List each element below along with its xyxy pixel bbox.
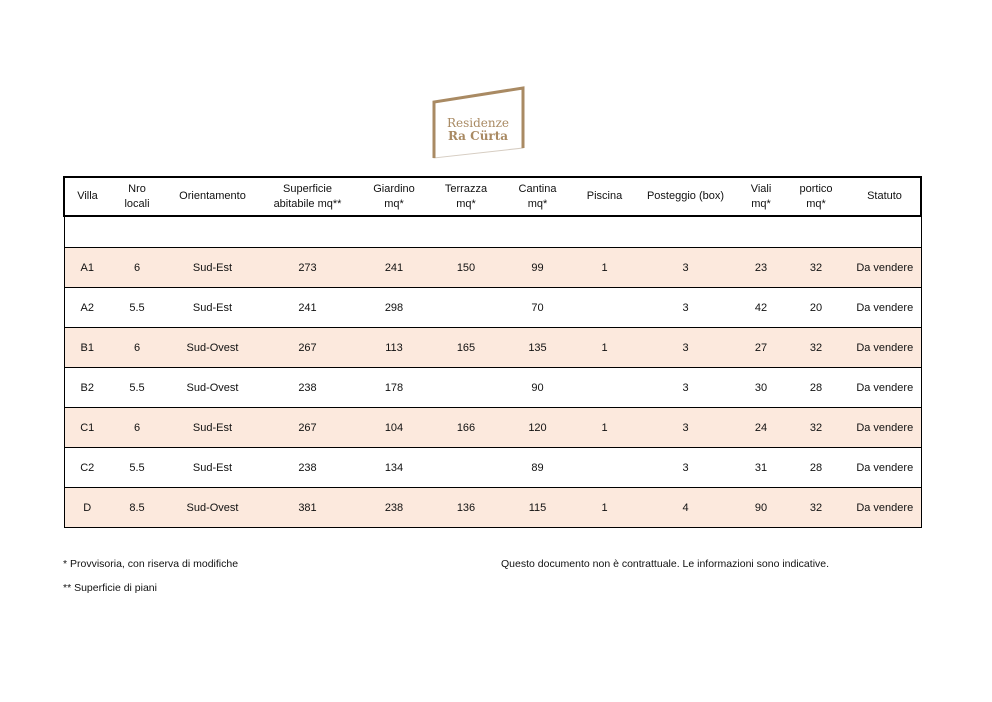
table-cell: 32 <box>783 408 849 448</box>
table-cell: 241 <box>261 288 354 328</box>
column-header-label: Cantina mq* <box>518 182 557 210</box>
column-header-label: Posteggio (box) <box>646 190 725 202</box>
table-cell <box>434 368 498 408</box>
table-cell: 298 <box>354 288 434 328</box>
table-cell: 3 <box>632 448 739 488</box>
table-cell: 3 <box>632 328 739 368</box>
table-cell: 23 <box>739 248 783 288</box>
table-cell: D <box>64 488 110 528</box>
column-header <box>577 177 632 216</box>
table-cell <box>577 368 632 408</box>
column-header <box>110 177 164 216</box>
table-cell: 31 <box>739 448 783 488</box>
column-header-label: Superficie abitabile mq** <box>273 182 342 210</box>
table-cell: 27 <box>739 328 783 368</box>
table-cell: 238 <box>261 368 354 408</box>
table-cell: C2 <box>64 448 110 488</box>
column-header <box>164 177 261 216</box>
table-cell: 178 <box>354 368 434 408</box>
column-header <box>434 177 498 216</box>
table-cell: Da vendere <box>849 408 921 448</box>
table-cell: B1 <box>64 328 110 368</box>
table-cell <box>577 288 632 328</box>
column-header <box>498 177 577 216</box>
column-header <box>354 177 434 216</box>
table-cell: Sud-Est <box>164 408 261 448</box>
table-cell: 381 <box>261 488 354 528</box>
table-cell: 165 <box>434 328 498 368</box>
table-cell: Sud-Ovest <box>164 328 261 368</box>
table-row <box>64 408 921 448</box>
table-cell <box>434 448 498 488</box>
table-cell: 238 <box>354 488 434 528</box>
table-cell: 30 <box>739 368 783 408</box>
table-cell: 42 <box>739 288 783 328</box>
table-cell: Sud-Ovest <box>164 488 261 528</box>
column-header-label: Giardino mq* <box>373 182 415 210</box>
table-cell: 267 <box>261 408 354 448</box>
table-cell: 32 <box>783 328 849 368</box>
column-header-label: Villa <box>77 190 98 202</box>
table-cell: 1 <box>577 408 632 448</box>
footnote-surface: ** Superficie di piani <box>63 582 157 594</box>
table-row <box>64 448 921 488</box>
column-header-label: Terrazza mq* <box>444 182 488 210</box>
table-spacer-row <box>64 216 921 248</box>
table-cell: 6 <box>110 328 164 368</box>
table-cell: 134 <box>354 448 434 488</box>
table-row <box>64 488 921 528</box>
table-cell: 238 <box>261 448 354 488</box>
table-cell: 28 <box>783 448 849 488</box>
table-cell: 32 <box>783 488 849 528</box>
column-header-label: Viali mq* <box>750 182 772 210</box>
table-cell: 6 <box>110 408 164 448</box>
table-cell: 115 <box>498 488 577 528</box>
table-cell: 5.5 <box>110 368 164 408</box>
table-cell: 135 <box>498 328 577 368</box>
table-cell: 136 <box>434 488 498 528</box>
table-cell: 113 <box>354 328 434 368</box>
table-cell: 8.5 <box>110 488 164 528</box>
table-cell: Da vendere <box>849 328 921 368</box>
column-header <box>783 177 849 216</box>
table-row <box>64 368 921 408</box>
table-cell: 32 <box>783 248 849 288</box>
column-header-label: Orientamento <box>179 190 246 202</box>
table-cell: 104 <box>354 408 434 448</box>
logo-line-1: Residenze <box>446 116 510 130</box>
column-header <box>64 177 110 216</box>
table-cell: Sud-Est <box>164 248 261 288</box>
table-cell: 166 <box>434 408 498 448</box>
brand-logo <box>428 84 528 162</box>
table-cell: A2 <box>64 288 110 328</box>
column-header <box>849 177 921 216</box>
table-cell: 3 <box>632 368 739 408</box>
table-cell: 90 <box>498 368 577 408</box>
table-cell: Da vendere <box>849 368 921 408</box>
table-cell: Sud-Est <box>164 448 261 488</box>
table-cell: 3 <box>632 248 739 288</box>
table-cell: 1 <box>577 248 632 288</box>
table-header-row <box>64 177 921 216</box>
table-cell: B2 <box>64 368 110 408</box>
table-row <box>64 288 921 328</box>
table-cell <box>577 448 632 488</box>
table-cell: 241 <box>354 248 434 288</box>
table-cell: 6 <box>110 248 164 288</box>
disclaimer-note: Questo documento non è contrattuale. Le informazioni sono indicative. <box>501 558 830 570</box>
table-cell: Da vendere <box>849 448 921 488</box>
table-row <box>64 328 921 368</box>
villa-table <box>63 176 922 528</box>
table-cell: Da vendere <box>849 488 921 528</box>
table-cell: 1 <box>577 488 632 528</box>
table-cell: 5.5 <box>110 448 164 488</box>
column-header-label: Nro locali <box>124 182 150 210</box>
logo-line-2: Ra Cürta <box>447 129 509 143</box>
footnote-provisional: * Provvisoria, con riserva di modifiche <box>63 558 239 570</box>
column-header <box>739 177 783 216</box>
table-cell: 28 <box>783 368 849 408</box>
table-cell: 24 <box>739 408 783 448</box>
table-cell: 20 <box>783 288 849 328</box>
table-cell: 273 <box>261 248 354 288</box>
table-cell: A1 <box>64 248 110 288</box>
table-cell: 90 <box>739 488 783 528</box>
table-cell: 89 <box>498 448 577 488</box>
table-cell: 1 <box>577 328 632 368</box>
table-cell: C1 <box>64 408 110 448</box>
table-cell: Sud-Est <box>164 288 261 328</box>
column-header <box>261 177 354 216</box>
table-cell: 3 <box>632 408 739 448</box>
table-cell: 3 <box>632 288 739 328</box>
table-row <box>64 248 921 288</box>
column-header <box>632 177 739 216</box>
table-cell: 99 <box>498 248 577 288</box>
column-header-label: Piscina <box>586 190 623 202</box>
column-header-label: Statuto <box>867 190 902 202</box>
table-cell: 70 <box>498 288 577 328</box>
table-cell: 4 <box>632 488 739 528</box>
table-cell: 5.5 <box>110 288 164 328</box>
table-cell: Sud-Ovest <box>164 368 261 408</box>
table-cell: 150 <box>434 248 498 288</box>
table-cell: Da vendere <box>849 288 921 328</box>
table-cell: Da vendere <box>849 248 921 288</box>
table-cell <box>434 288 498 328</box>
table-cell: 120 <box>498 408 577 448</box>
column-header-label: portico mq* <box>799 182 833 210</box>
table-cell: 267 <box>261 328 354 368</box>
